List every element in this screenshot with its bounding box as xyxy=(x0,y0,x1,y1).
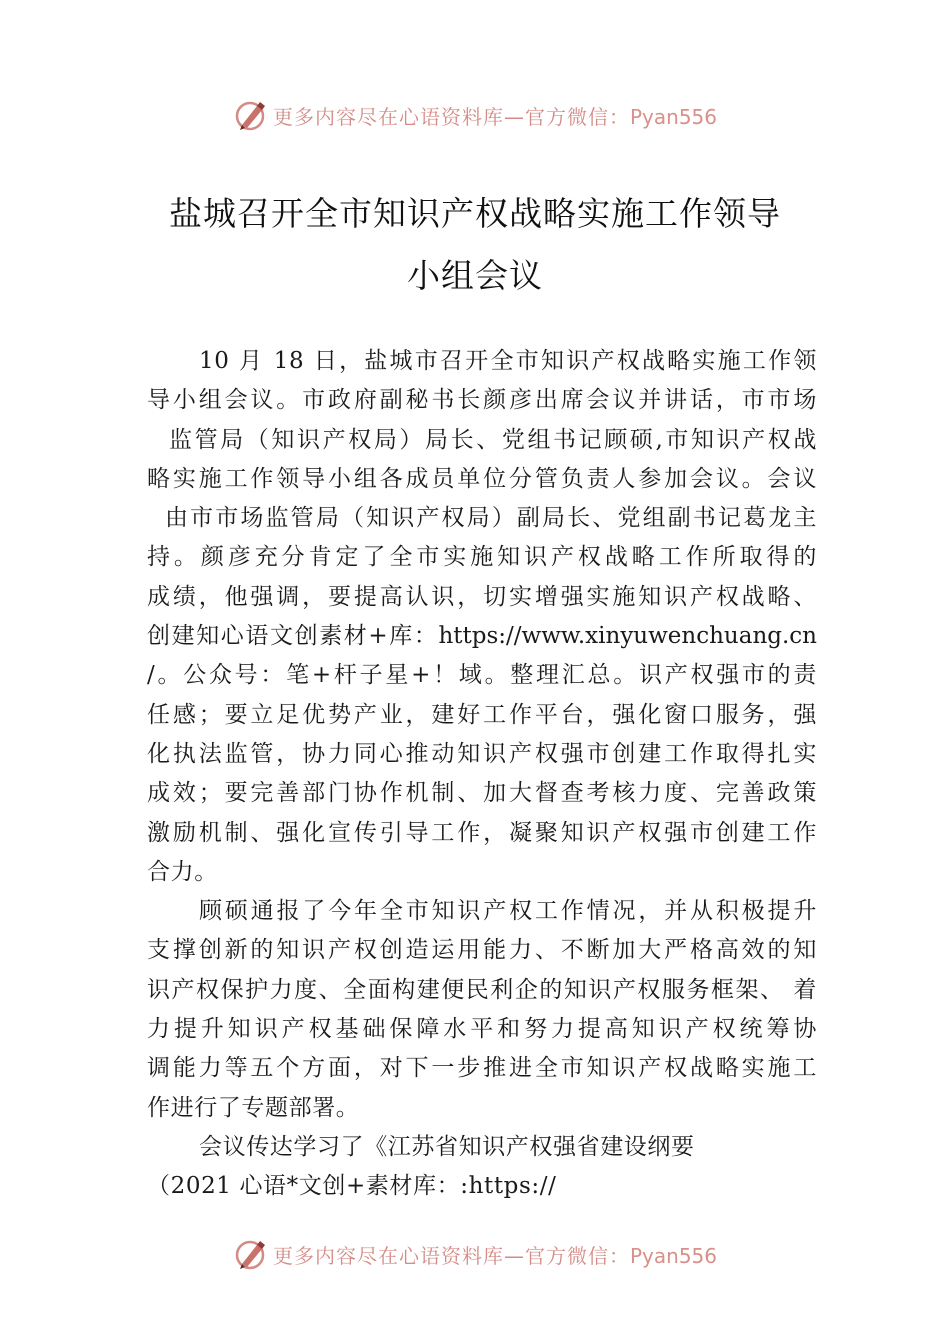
paragraph-1-line: 合力。 xyxy=(147,858,218,885)
paragraph-2-line: 顾硕通报了今年全市知识产权工作情况，并从积极提升 xyxy=(199,898,817,925)
paragraph-1-line: /。公众号：笔+杆子星+！域。整理汇总。识产权强市的责 xyxy=(147,662,817,689)
paragraph-2-line: 识产权保护力度、全面构建便民利企的知识产权服务框架、 着 xyxy=(147,976,817,1003)
paragraph-1-line: 成绩，他强调，要提高认识，切实增强实施知识产权战略、 xyxy=(147,583,817,610)
paragraph-1-line: 持。颜彦充分肯定了全市实施知识产权战略工作所取得的 xyxy=(147,544,817,571)
document-body xyxy=(147,342,817,1207)
paragraph-1-line: 化执法监管，协力同心推动知识产权强市创建工作取得扎实 xyxy=(147,740,817,767)
document-title-line-1: 盐城召开全市知识产权战略实施工作领导 xyxy=(169,194,781,233)
watermark-text: 更多内容尽在心语资料库—官方微信：Pyan556 xyxy=(272,1243,717,1268)
paragraph-2-line: 支撑创新的知识产权创造运用能力、不断加大严格高效的知 xyxy=(147,937,817,964)
watermark-header xyxy=(0,93,950,137)
document-title-line-2: 小组会议 xyxy=(407,256,543,295)
paragraph-1-line: 监管局（知识产权局）局长、党组书记顾硕,市知识产权战 xyxy=(169,426,817,453)
pen-logo-icon xyxy=(233,97,269,133)
paragraph-2-line: 作进行了专题部署。 xyxy=(147,1094,360,1121)
paragraph-3-line: 会议传达学习了《江苏省知识产权强省建设纲要 xyxy=(199,1133,695,1160)
paragraph-1-line: 略实施工作领导小组各成员单位分管负责人参加会议。会议 xyxy=(147,465,817,492)
watermark-footer xyxy=(0,1232,950,1276)
paragraph-2-line: 调能力等五个方面，对下一步推进全市知识产权战略实施工 xyxy=(147,1055,817,1082)
paragraph-1-line: 成效；要完善部门协作机制、加大督查考核力度、完善政策 xyxy=(147,780,817,807)
paragraph-3-line: （2021 心语*文创+素材库：:https:// xyxy=(147,1173,557,1200)
pen-logo-icon xyxy=(233,1236,269,1272)
paragraph-2-line: 力提升知识产权基础保障水平和努力提高知识产权统筹协 xyxy=(147,1016,817,1043)
paragraph-1-line: 任感；要立足优势产业，建好工作平台，强化窗口服务，强 xyxy=(147,701,817,728)
watermark-text: 更多内容尽在心语资料库—官方微信：Pyan556 xyxy=(272,104,717,129)
paragraph-1-line: 激励机制、强化宣传引导工作，凝聚知识产权强市创建工作 xyxy=(147,819,817,846)
paragraph-1-line: 由市市场监管局（知识产权局）副局长、党组副书记葛龙主 xyxy=(165,505,817,532)
paragraph-1-line: 导小组会议。市政府副秘书长颜彦出席会议并讲话，市市场 xyxy=(147,387,817,414)
paragraph-1-line: 10 月 18 日，盐城市召开全市知识产权战略实施工作领 xyxy=(199,348,817,374)
paragraph-1-line: 创建知心语文创素材+库：https://www.xinyuwenchuang.cn xyxy=(147,623,817,650)
